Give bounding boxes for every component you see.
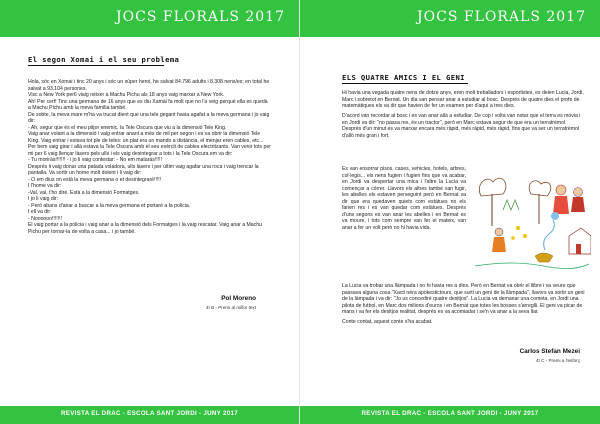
right-page [300, 0, 600, 424]
left-title-underline [28, 65, 164, 66]
right-title-underline [342, 83, 468, 84]
body-paragraph: - Ah, segur que és el meu pitjor enemic, la Tele Oscura que viu a la dimensió Tele King. [28, 124, 227, 131]
body-paragraph: - Noooooo!!!!!!! [28, 215, 63, 222]
left-header-band [0, 0, 299, 37]
left-article-title: El segon Xomai i el seu problema [28, 55, 180, 64]
right-header-band [300, 0, 600, 37]
body-paragraph: Ah! Per cert! Tinc una germana de 16 anys que es diu Xamài fa molt que no l'a veig perquè ella es quedà a Machu Pichu amb la meva família també. [28, 98, 268, 111]
left-footer-text: REVISTA EL DRAC - ESCOLA SANT JORDI - JUNY 2017 [61, 410, 238, 417]
right-article-title: ELS QUATRE AMICS I EL GENI [342, 73, 465, 82]
body-paragraph: Conte contat, aquest conte s'ha acabat. [342, 319, 433, 325]
right-article-body-bottom [342, 283, 586, 326]
body-paragraph: La Lucia va trobar una llàmpada i no hi havia res a dins. Però en Bernat va obrir el llibre i va veure que passava alguna cosa "Xacti néra apokestictours, que surti un geni de la llàmpada", llavors va sortir un geni de la làmpada i va dir: "Jo us concediré quatre desitjos". La Lucia va demanar una cometa, en Jordi una pilota de futbol, en Marc dos milions d'euros i en Bernat que totes les bosses s'arreglli. El geni va picar de mans i va fer els desitjos realitat, després es va acomiadar i se'n va anar a la seva llar. [342, 283, 585, 315]
left-author-name: Pol Moreno [221, 295, 256, 302]
left-article-body [28, 79, 271, 235]
right-article-body-top [342, 90, 586, 139]
right-footer-text: REVISTA EL DRAC - ESCOLA SANT JORDI - JUNY 2017 [361, 410, 539, 417]
right-author-note: 4t C - Premi a l'esforç [535, 358, 580, 363]
right-header-title: JOCS FLORALS 2017 [417, 9, 586, 25]
body-paragraph: - O em dius on està la meva germana o et desintegraré!!!!! [28, 176, 162, 183]
body-paragraph: - Tu moriràs!!!!!!! - i jo li vaig contestar: - No em mataràs!!!!! [28, 157, 162, 163]
body-paragraph: Després li vaig donar una patada voladora, ulls làsers i per últim vaig agafar una roca i vaig trencar la pantalla. Va sortir un home molt dolent i li vaig dir: [28, 163, 259, 176]
right-author-name: Carlos Stefan Mezei [519, 348, 580, 355]
body-paragraph: Vaig anar volant a la dimensió i vaig entrar anant a més de mil per segon i es va obrir la dimensió Tele King. Vaig entrar i estava tot ple de teles: un plat era un mando a distància, el menjar eren cables, etc... Per bem vaig girar i allà estava la Tele Oscura amb el seu exèrcit de cables electritzants. Van venir tots per mi per 6 vaig llençar làsers pels ulls i els vaig desintegrar a tots i la Tele Oscura em va dir: [28, 131, 271, 157]
body-paragraph: -Val, val, t'ho diré. Està a la dimensió Formatges. [28, 189, 140, 196]
body-paragraph: Hola, sóc en Xomai i tinc 20 anys i sóc un súper heroi, he salvat 84.796 adults i 8.308 nens/es; en total he salvat a 93.104 persones. [28, 79, 270, 92]
left-header-title: JOCS FLORALS 2017 [116, 9, 285, 25]
body-paragraph: I ell va dir: [28, 209, 52, 215]
right-wrap-paragraph: Es van ensorrar pisos, cases, vehicles, hotels, arbres, col·legis... els nens fugien i fugien fins que va acabar, en Jordi va despertar una mica i l'altre la Lucia va començar a córrer. Llavors els altres també van fugir, les abelles els estaven perseguint però en Bernat va dir que era quedaven quiets com estàtues no els farien res i es van quedar com estàtues. Després d'uns segons es van anar les abelles i en Bernat es va moure, i tots com sempre van fer el mateix, van anar a fer un volt però no hi havia vida. [342, 166, 466, 231]
right-article-body-wrap [342, 166, 466, 231]
body-paragraph: El vaig portar a la policia i vaig anar a la dimensió dels Formatges i la vaig rescatar. Vaig anar a Machu Pichu per tornar-la de volta a casa... i jo també. [28, 222, 262, 235]
body-paragraph: De sobte, la meva mare m'ha va trucat dient que una tele gegant havia agafat a la meva germana i jo vaig dir: [28, 111, 270, 124]
left-footer-band [0, 406, 299, 424]
body-paragraph: - Però abans d'anar a buscar a la meva germana et portaré a la policia. [28, 202, 191, 209]
left-author-note: 4t B - Premi al millor text [205, 305, 256, 310]
right-footer-band [300, 406, 600, 424]
body-paragraph: D'acord van recordar al bosc i es van anar allà a estudiar. De cop i volta van notar que el terra es movia i en Jordi va dir: "no passa res, és un tractor", però en Marc estava segur de que era un terratrèmol. Després d'un minut es va marxar encara més ràpid, més ràpid, més ràpid, fins que va ser un terratrèmol d'allò més gran i fort. [342, 113, 581, 139]
children-story-drawing-icon [473, 166, 591, 274]
body-paragraph: Visc a New York per6 viaig néixer a Machu Pichu als 18 anys vaig marxar a New York. [28, 92, 225, 98]
body-paragraph: Hi havia una vegada quatre nens de dotze anys, eren molt treballadors i esportistes, es deien Lucia, Jordi, Marc i sobretot en Bernat. Un dia van pensar anar a estudiar al bosc. Després de quatre dies el profe de matemàtiques els va dir que havien de fer un examen per d'aquí a tres dies. [342, 90, 584, 109]
body-paragraph: I jo li vaig dir: [28, 196, 58, 202]
body-paragraph: I l'home va dir: [28, 183, 62, 189]
